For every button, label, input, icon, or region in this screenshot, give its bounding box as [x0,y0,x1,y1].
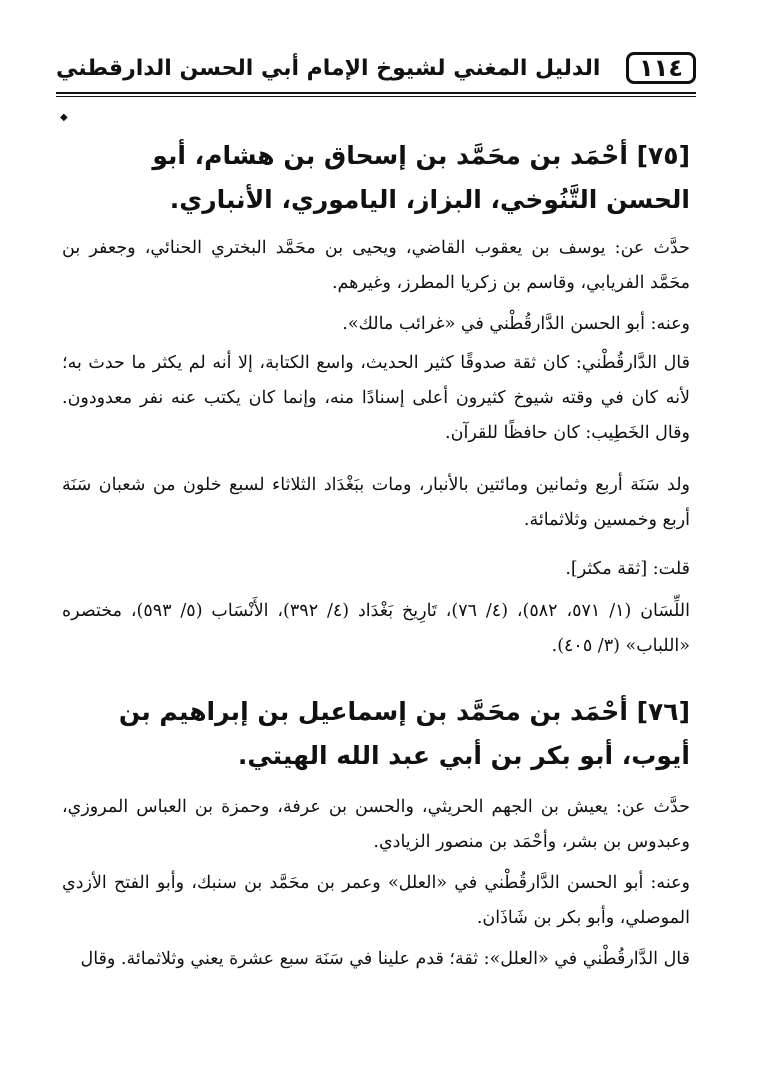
entry-75-sources: اللِّسَان (١/ ٥٧١، ٥٨٢)، (٤/ ٧٦)، تَارِيخ بَغْدَاد (٤/ ٣٩٢)، الأَنْسَاب (٥/ ٥٩٣)، مختصره «اللباب» (٣/ ٤٠٥). [62,601,690,656]
entry-75-birth-death: ولد سَنَة أربع وثمانين ومائتين بالأنبار، ومات ببَغْدَاد الثلاثاء لسبع خلون من شعبان سَنَة أربع وخمسين وثلاثمائة. [62,475,690,530]
page-number: ١١٤ [626,52,696,84]
entry-75-heading: [٧٥] أحْمَد بن محَمَّد بن إسحاق بن هشام، أبو الحسن التَّنُوخي، البزاز، الياموري، الأنباري. [152,141,690,214]
entry-76-heading: [٧٦] أحْمَد بن محَمَّد بن إسماعيل بن إبراهيم بن أيوب، أبو بكر بن أبي عبد الله الهيتي. [118,697,690,770]
entry-75-narrated-from: حدَّث عن: يوسف بن يعقوب القاضي، ويحيى بن محَمَّد البختري الحنائي، وجعفر بن محَمَّد الفريابي، وقاسم بن زكريا المطرز، وغيرهم. [62,238,690,293]
entry-76-narrated-by: وعنه: أبو الحسن الدَّارقُطْني في «العلل» وعمر بن محَمَّد بن سنبك، وأبو الفتح الأزدي الموصلي، وأبو بكر بن شَاذَان. [62,873,690,928]
entry-75-verdict: قلت: [ثقة مكثر]. [565,559,690,579]
entry-76-opinion: قال الدَّارقُطْني في «العلل»: ثقة؛ قدم علينا في سَنَة سبع عشرة يعني وثلاثمائة. وقال [80,949,690,969]
running-header [56,50,696,96]
book-title: الدليل المغني لشيوخ الإمام أبي الحسن الدارقطني [56,56,601,81]
entry-75-narrated-by: وعنه: أبو الحسن الدَّارقُطْني في «غرائب مالك». [342,314,690,334]
header-rule [56,92,696,97]
margin-dot: ◆ [60,112,68,123]
entry-76-narrated-from: حدَّث عن: يعيش بن الجهم الحريثي، والحسن بن عرفة، وحمزة بن العباس المروزي، وعبدوس بن بشر، وأحْمَد بن منصور الزيادي. [62,797,690,852]
entry-75-opinion: قال الدَّارقُطْني: كان ثقة صدوقًا كثير الحديث، واسع الكتابة، إلا أنه لم يكثر ما حدث به؛ لأنه كان في وقته شيوخ كثيرون أعلى إسنادًا منه، وإنما كان يكتب عنه نفر معدودون. وقال الخَطِيب: كان حافظًا للقرآن. [62,353,690,443]
